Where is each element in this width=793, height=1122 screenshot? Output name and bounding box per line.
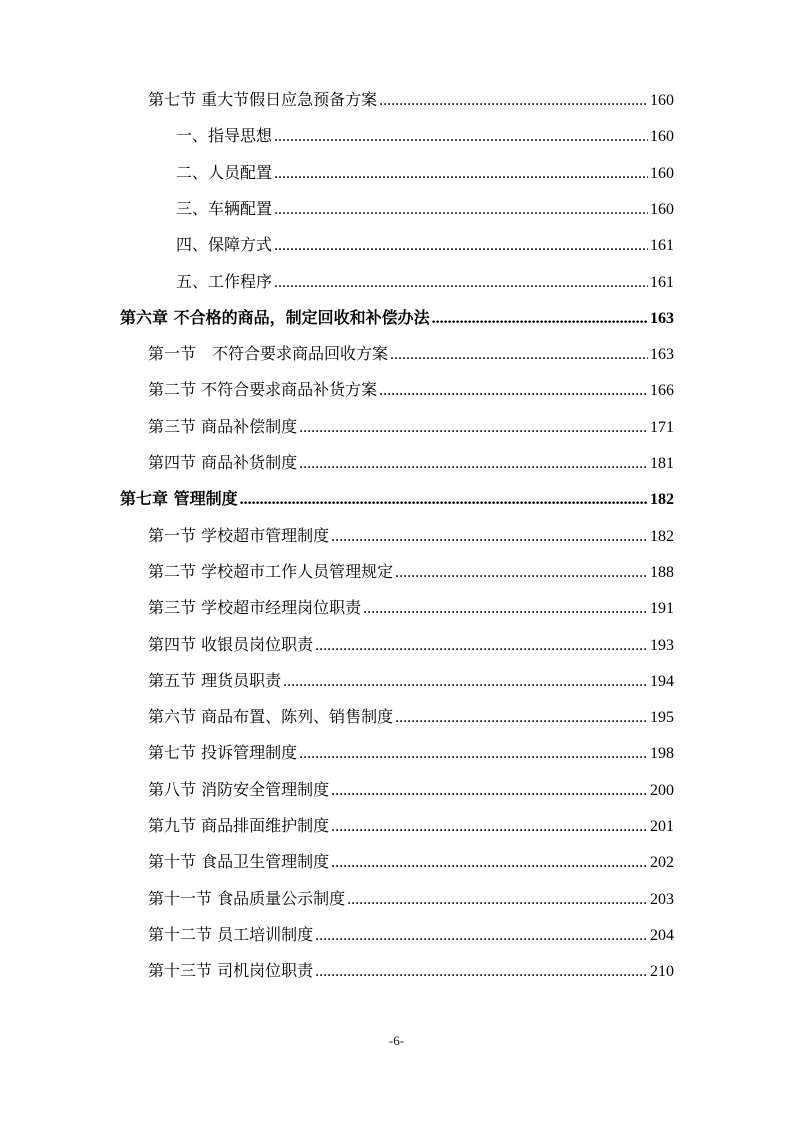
toc-entry[interactable] — [176, 163, 674, 183]
toc-entry-title: 第四节 收银员岗位职责 — [148, 634, 314, 654]
toc-dot-leader — [379, 90, 648, 111]
toc-entry[interactable] — [148, 635, 674, 655]
toc-dot-leader — [299, 743, 648, 764]
toc-entry-title: 一、指导思想 — [176, 126, 273, 146]
toc-dot-leader — [299, 453, 648, 474]
toc-dot-leader — [363, 598, 648, 619]
toc-entry[interactable] — [148, 743, 674, 763]
toc-entry-page: 188 — [650, 563, 674, 581]
page-number-footer: -6- — [388, 1033, 405, 1048]
toc-dot-leader — [379, 380, 648, 401]
toc-entry-page: 200 — [650, 781, 674, 799]
toc-entry[interactable] — [148, 707, 674, 727]
toc-entry-page: 163 — [650, 309, 674, 327]
toc-entry-title: 第九节 商品排面维护制度 — [148, 816, 330, 835]
toc-entry-title: 第十三节 司机岗位职责 — [148, 961, 314, 981]
toc-entry-page: 193 — [650, 636, 674, 654]
toc-entry-page: 160 — [650, 92, 674, 109]
toc-entry-title: 第七节 投诉管理制度 — [148, 743, 298, 763]
toc-entry-title: 四、保障方式 — [176, 235, 273, 255]
toc-entry-page: 202 — [650, 854, 674, 872]
toc-entry-page: 163 — [650, 346, 674, 364]
toc-entry-page: 203 — [650, 890, 674, 908]
toc-chapter-entry[interactable] — [120, 308, 674, 328]
toc-entry-title: 二、人员配置 — [176, 162, 273, 182]
toc-dot-leader — [315, 961, 648, 982]
toc-entry-title: 第四节 商品补货制度 — [148, 453, 298, 472]
toc-entry[interactable] — [148, 889, 674, 909]
toc-dot-leader — [395, 562, 648, 583]
toc-entry-page: 181 — [650, 455, 674, 472]
toc-entry[interactable] — [148, 852, 674, 872]
toc-entry-title: 第六章 不合格的商品，制定回收和补偿办法 — [120, 307, 430, 327]
toc-entry-title: 第十二节 员工培训制度 — [148, 924, 314, 944]
toc-entry-page: 160 — [650, 200, 674, 218]
toc-entry-title: 第七节 重大节假日应急预备方案 — [148, 90, 378, 109]
toc-entry-title: 第八节 消防安全管理制度 — [148, 779, 330, 799]
toc-entry-page: 160 — [650, 164, 674, 182]
toc-entry[interactable] — [148, 90, 674, 110]
toc-entry[interactable] — [148, 453, 674, 473]
toc-dot-leader — [390, 344, 648, 365]
toc-dot-leader — [331, 526, 648, 547]
toc-dot-leader — [283, 671, 648, 692]
toc-entry-title: 第六节 商品布置、陈列、销售制度 — [148, 707, 394, 727]
toc-entry-title: 第二节 学校超市工作人员管理规定 — [148, 561, 394, 581]
toc-entry-title: 第三节 学校超市经理岗位职责 — [148, 598, 362, 618]
toc-entry[interactable] — [148, 925, 674, 945]
toc-entry-page: 171 — [650, 418, 674, 436]
toc-entry-page: 201 — [650, 818, 674, 835]
toc-entry[interactable] — [148, 562, 674, 582]
toc-entry[interactable] — [176, 199, 674, 219]
toc-dot-leader — [274, 235, 648, 256]
toc-entry[interactable] — [148, 671, 674, 691]
toc-entry-page: 194 — [650, 672, 674, 690]
toc-entry[interactable] — [176, 126, 674, 146]
toc-entry[interactable] — [148, 344, 674, 364]
toc-dot-leader — [315, 635, 648, 656]
toc-chapter-entry[interactable] — [120, 489, 674, 509]
toc-dot-leader — [274, 272, 648, 293]
toc-entry-page: 166 — [650, 382, 674, 400]
toc-entry[interactable] — [176, 235, 674, 255]
toc-entry-page: 161 — [650, 273, 674, 291]
toc-dot-leader — [315, 925, 648, 946]
toc-entry-title: 第三节 商品补偿制度 — [148, 416, 298, 436]
toc-entry-page: 182 — [650, 491, 674, 509]
toc-dot-leader — [274, 126, 648, 147]
toc-dot-leader — [331, 852, 648, 873]
toc-entry-page: 210 — [650, 963, 674, 981]
toc-dot-leader — [331, 780, 648, 801]
toc-entry-title: 第五节 理货员职责 — [148, 670, 282, 690]
toc-entry[interactable] — [148, 417, 674, 437]
toc-entry[interactable] — [148, 598, 674, 618]
toc-entry-page: 160 — [650, 128, 674, 146]
toc-entry[interactable] — [148, 526, 674, 546]
toc-entry-title: 三、车辆配置 — [176, 198, 273, 218]
toc-entry-title: 第一节 不符合要求商品回收方案 — [148, 344, 389, 364]
toc-entry-title: 第二节 不符合要求商品补货方案 — [148, 380, 378, 400]
toc-entry-page: 198 — [650, 745, 674, 763]
toc-entry-page: 191 — [650, 600, 674, 618]
toc-entry[interactable] — [176, 272, 674, 292]
toc-entry-page: 204 — [650, 926, 674, 944]
toc-entry-title: 第十节 食品卫生管理制度 — [148, 852, 330, 872]
toc-entry-page: 161 — [650, 237, 674, 255]
toc-dot-leader — [432, 308, 648, 329]
toc-entry[interactable] — [148, 780, 674, 800]
toc-dot-leader — [299, 417, 648, 438]
toc-entry[interactable] — [148, 816, 674, 836]
toc-dot-leader — [347, 889, 648, 910]
toc-entry-title: 第十一节 食品质量公示制度 — [148, 888, 346, 908]
toc-dot-leader — [331, 816, 648, 837]
toc-dot-leader — [395, 707, 648, 728]
toc-dot-leader — [274, 199, 648, 220]
toc-dot-leader — [274, 163, 648, 184]
toc-entry-title: 五、工作程序 — [176, 271, 273, 291]
toc-entry-page: 182 — [650, 527, 674, 545]
toc-dot-leader — [240, 489, 648, 510]
toc-entry[interactable] — [148, 380, 674, 400]
toc-entry-title: 第七章 管理制度 — [120, 489, 238, 509]
toc-entry[interactable] — [148, 961, 674, 981]
toc-entry-title: 第一节 学校超市管理制度 — [148, 525, 330, 545]
toc-entry-page: 195 — [650, 709, 674, 727]
